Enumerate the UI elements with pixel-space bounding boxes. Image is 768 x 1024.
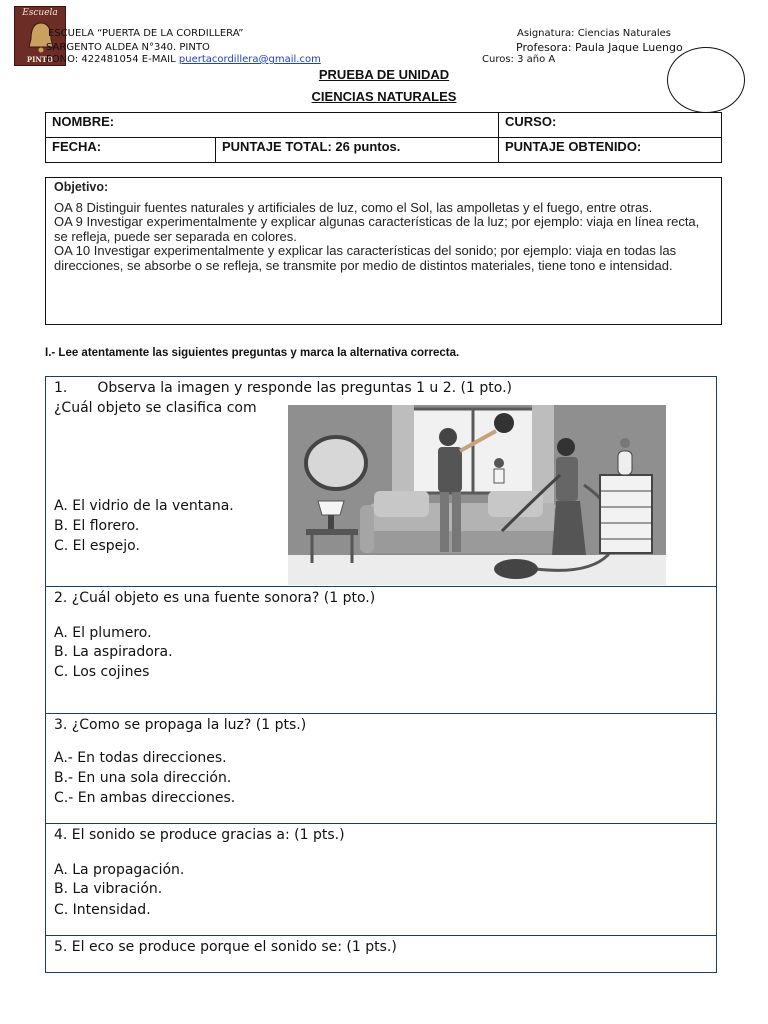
option-b[interactable]: B.- En una sola dirección. (54, 770, 232, 786)
teacher-label: Profesora: Paula Jaque Luengo (516, 41, 683, 54)
name-field[interactable]: NOMBRE: (46, 113, 499, 138)
page-title: PRUEBA DE UNIDAD (318, 67, 450, 82)
page-subtitle: CIENCIAS NATURALES (311, 89, 457, 104)
school-address: SARGENTO ALDEA N°340. PINTO (46, 42, 210, 53)
logo-bottom-text: PINTO (26, 55, 54, 64)
option-a[interactable]: A. La propagación. (54, 862, 185, 878)
option-c[interactable]: C. Los cojines (54, 664, 150, 680)
option-b[interactable]: B. La vibración. (54, 881, 163, 897)
option-c[interactable]: C.- En ambas direcciones. (54, 790, 236, 806)
question-5-text: 5. El eco se produce porque el sonido se: (1 pts.) (54, 939, 397, 955)
course-label: Curos: 3 año A (482, 54, 556, 65)
phone-text: FONO: 422481054 E-MAIL (46, 54, 179, 65)
logo-top-text: Escuela (22, 8, 58, 18)
email-link[interactable]: puertacordillera@gmail.com (178, 54, 321, 65)
question-4-text: 4. El sonido se produce gracias a: (1 pts.) (54, 827, 345, 843)
objective-item: OA 8 Distinguir fuentes naturales y artificiales de luz, como el Sol, las ampolletas y el fuego, entre otras. (54, 199, 653, 215)
living-room-illustration (288, 405, 666, 585)
option-c[interactable]: C. Intensidad. (54, 902, 151, 918)
obtained-score-field[interactable]: PUNTAJE OBTENIDO: (499, 138, 722, 163)
student-info-table (45, 112, 722, 163)
school-name: ESCUELA “PUERTA DE LA CORDILLERA” (48, 28, 244, 39)
option-b[interactable]: B. La aspiradora. (54, 644, 173, 660)
course-field[interactable]: CURSO: (499, 113, 722, 138)
total-score-label: PUNTAJE TOTAL: 26 puntos. (216, 138, 499, 163)
option-b[interactable]: B. El florero. (54, 518, 140, 534)
question-3-text: 3. ¿Como se propaga la luz? (1 pts.) (54, 717, 307, 733)
option-a[interactable]: A. El plumero. (54, 625, 152, 641)
question-1 (45, 376, 717, 587)
question-1-text: ¿Cuál objeto se clasifica com (54, 400, 257, 416)
objective-item: OA 9 Investigar experimentalmente y explicar algunas características de la luz; por ejemplo: viaja en línea recta, se refleja, puede ser separada en colores. (54, 214, 700, 244)
question-lead-text: Observa la imagen y responde las preguntas 1 u 2. (1 pto.) (97, 380, 512, 396)
question-number: 1. (54, 380, 68, 396)
question-2 (45, 587, 717, 714)
subject-label: Asignatura: Ciencias Naturales (517, 28, 671, 39)
instruction-text: I.- Lee atentamente las siguientes preguntas y marca la alternativa correcta. (45, 347, 460, 359)
option-a[interactable]: A.- En todas direcciones. (54, 750, 227, 766)
option-c[interactable]: C. El espejo. (54, 538, 140, 554)
question-3 (45, 714, 717, 824)
option-a[interactable]: A. El vidrio de la ventana. (54, 498, 234, 514)
question-5 (45, 936, 717, 973)
question-2-text: 2. ¿Cuál objeto es una fuente sonora? (1 pto.) (54, 590, 376, 606)
objective-item: OA 10 Investigar experimentalmente y explicar las características del sonido; por ejemplo: viaja en todas las direcciones, se absorbe o se refleja, se transmite por medio de distintos materiales, tiene tono e intensidad. (54, 243, 677, 273)
question-4 (45, 824, 717, 936)
school-contact (46, 54, 321, 66)
objective-box (45, 177, 722, 325)
date-field[interactable]: FECHA: (46, 138, 216, 163)
question-1-lead (54, 379, 512, 397)
objective-title: Objetivo: (54, 180, 109, 194)
